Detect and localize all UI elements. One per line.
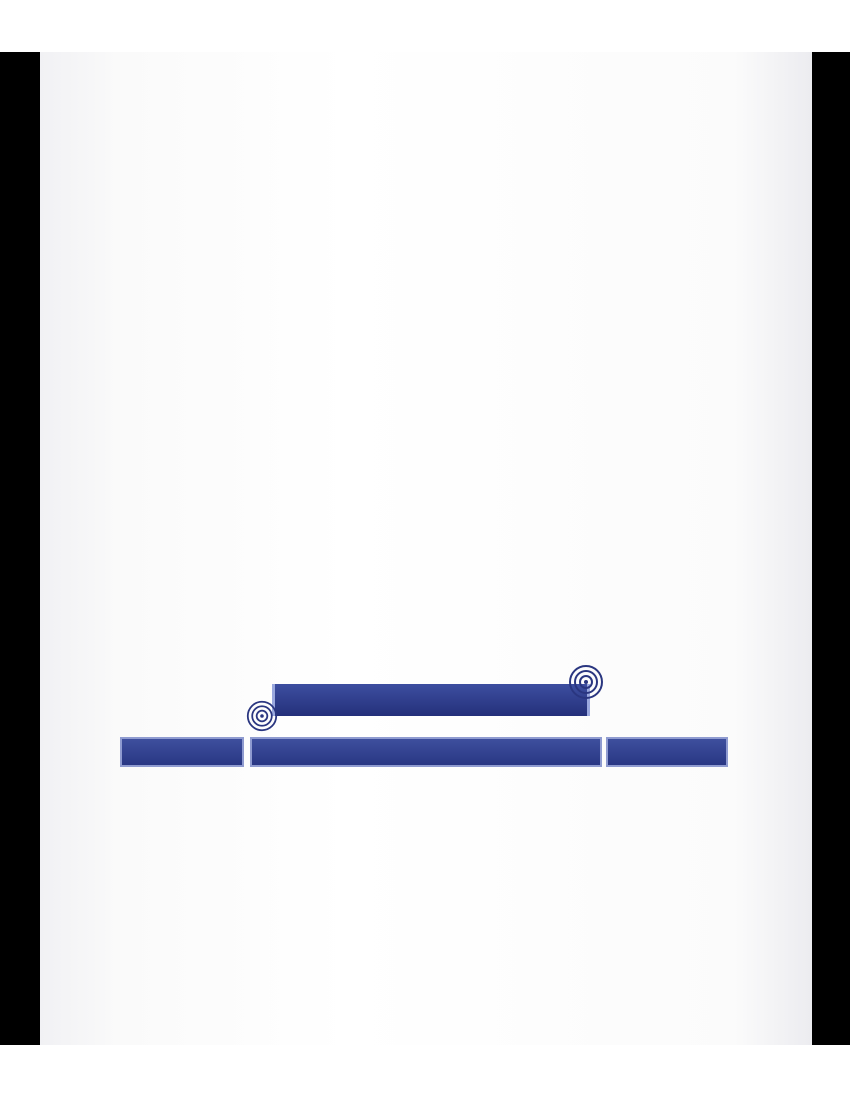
right-black-border bbox=[812, 52, 850, 1045]
document-page bbox=[40, 52, 812, 1045]
spiral-ornament-icon bbox=[246, 700, 278, 732]
header-page-number bbox=[606, 737, 728, 767]
spiral-ornament-icon bbox=[568, 664, 604, 700]
geometry-section-banner bbox=[272, 684, 590, 716]
left-black-border bbox=[0, 52, 40, 1045]
header-chapter bbox=[120, 737, 244, 767]
header-title bbox=[250, 737, 602, 767]
